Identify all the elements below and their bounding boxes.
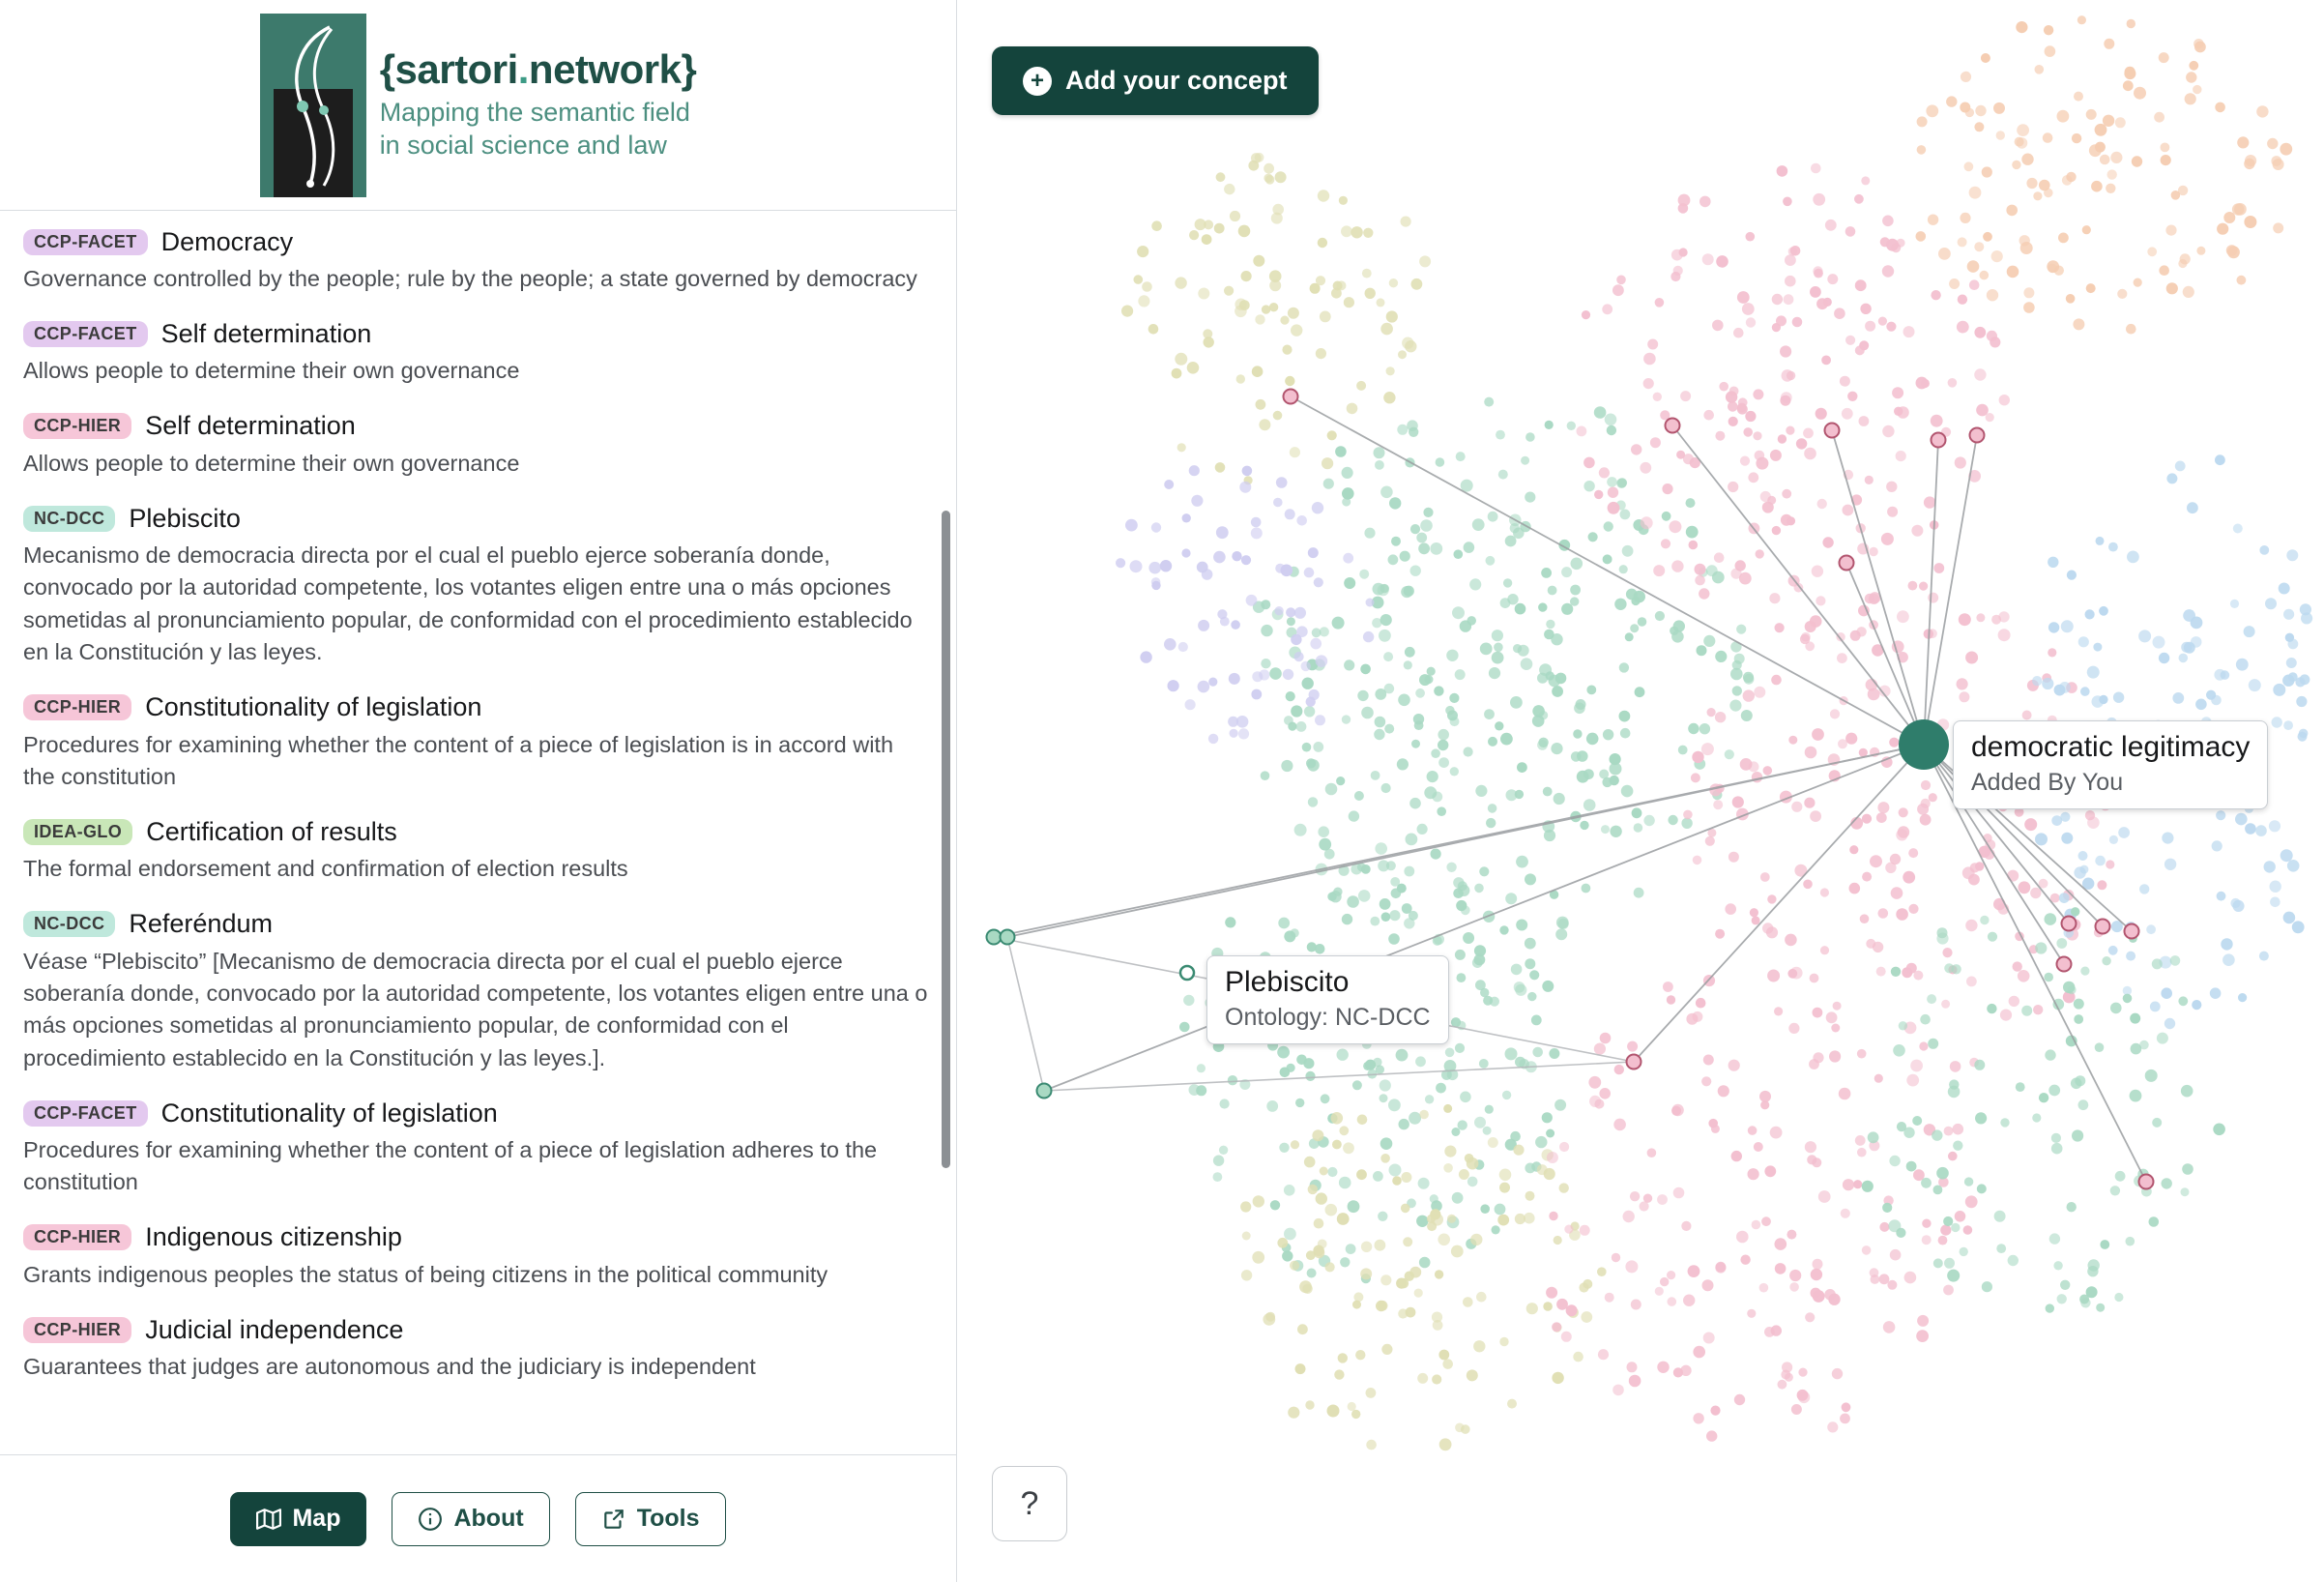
concept-title: Democracy	[160, 226, 294, 256]
question-mark-icon: ?	[1020, 1485, 1039, 1522]
list-item[interactable]	[23, 1220, 931, 1291]
concept-description: Governance controlled by the people; rule by the people; a state governed by democracy	[23, 266, 917, 291]
concept-description: Procedures for examining whether the content of a piece of legislation adheres to the constitution	[23, 1137, 878, 1195]
tooltip-title: democratic legitimacy	[1971, 731, 2251, 763]
nav-button-map[interactable]	[230, 1492, 366, 1546]
list-item[interactable]	[23, 814, 931, 885]
list-item[interactable]	[23, 1096, 931, 1199]
concept-title: Referéndum	[129, 909, 273, 939]
info-icon	[418, 1507, 443, 1532]
concept-description: The formal endorsement and confirmation of election results	[23, 856, 628, 882]
sartori-logo-icon	[260, 14, 366, 197]
status-badge: NC-DCC	[23, 911, 115, 937]
status-badge: CCP-HIER	[23, 1317, 131, 1343]
help-button[interactable]	[992, 1466, 1067, 1541]
brand-tagline-line2: in social science and law	[379, 130, 667, 160]
tooltip-subtitle: Ontology: NC-DCC	[1225, 1003, 1431, 1031]
concept-description: Grants indigenous peoples the status of being citizens in the political community	[23, 1261, 828, 1287]
list-item[interactable]	[23, 224, 931, 295]
list-item[interactable]	[23, 1312, 931, 1383]
nav-button-tools[interactable]	[575, 1492, 726, 1546]
brand-title-dot: .	[517, 45, 529, 92]
concept-description: Allows people to determine their own governance	[23, 450, 520, 476]
concept-description: Mecanismo de democracia directa por el cual el pueblo ejerce soberanía donde, convocado por la autoridad competente, los votantes eligen entre una o más opciones sometidas al pronunciamiento popular, de conformidad con el procedimiento establecido en la Constitución y las leyes.	[23, 542, 913, 665]
brand-tagline-line1: Mapping the semantic field	[379, 97, 690, 127]
status-badge: CCP-HIER	[23, 694, 131, 720]
brand-title-suffix: network}	[528, 45, 697, 92]
status-badge: CCP-HIER	[23, 413, 131, 439]
concept-list[interactable]	[0, 211, 956, 1454]
nav-label-about: About	[453, 1505, 524, 1532]
concept-title: Plebiscito	[129, 503, 241, 533]
list-item[interactable]	[23, 501, 931, 668]
nav-button-about[interactable]	[392, 1492, 549, 1546]
concept-description: Allows people to determine their own governance	[23, 358, 520, 384]
status-badge: CCP-HIER	[23, 1224, 131, 1250]
brand-header	[0, 0, 956, 211]
tooltip-subtitle: Added By You	[1971, 768, 2124, 796]
status-badge: NC-DCC	[23, 506, 115, 532]
concept-title: Certification of results	[146, 816, 397, 846]
list-item[interactable]	[23, 690, 931, 794]
list-item[interactable]	[23, 316, 931, 387]
concept-description: Véase “Plebiscito” [Mecanismo de democracia directa por el cual el pueblo ejerce soberanía donde, convocado por la autoridad competente, los votantes eligen entre una o más opciones sometidas al pronunciamiento popular, de conformidad con el procedimiento establecido en la Constitución y las leyes.].	[23, 948, 928, 1070]
concept-title: Self determination	[145, 411, 356, 441]
tooltip-hover-node	[1206, 955, 1449, 1044]
list-item[interactable]	[23, 907, 931, 1074]
brand-title	[379, 45, 697, 92]
status-badge: IDEA-GLO	[23, 819, 132, 845]
status-badge: CCP-FACET	[23, 321, 148, 347]
concept-description: Guarantees that judges are autonomous and the judiciary is independent	[23, 1354, 756, 1380]
nav-label-map: Map	[292, 1505, 341, 1532]
add-concept-label: Add your concept	[1065, 66, 1288, 95]
concept-title: Constitutionality of legislation	[160, 1098, 498, 1128]
map-canvas[interactable]	[957, 0, 2324, 1582]
list-item[interactable]	[23, 409, 931, 480]
footer-nav	[0, 1454, 956, 1582]
brand-title-prefix: {sartori	[379, 45, 518, 92]
sidebar	[0, 0, 957, 1582]
concept-title: Judicial independence	[145, 1314, 404, 1344]
status-badge: CCP-FACET	[23, 1100, 148, 1127]
brand-tagline	[380, 97, 697, 162]
status-badge: CCP-FACET	[23, 229, 148, 255]
add-concept-button[interactable]	[992, 46, 1319, 115]
map-icon	[256, 1507, 281, 1532]
external-link-icon	[601, 1507, 626, 1532]
concept-title: Constitutionality of legislation	[145, 692, 482, 722]
tooltip-title: Plebiscito	[1225, 966, 1350, 998]
concept-description: Procedures for examining whether the content of a piece of legislation is in accord with the constitution	[23, 731, 894, 789]
concept-title: Self determination	[160, 318, 372, 348]
scrollbar-thumb[interactable]	[942, 511, 950, 1168]
plus-icon: +	[1023, 67, 1052, 96]
nav-label-tools: Tools	[636, 1505, 700, 1532]
concept-title: Indigenous citizenship	[145, 1222, 402, 1252]
tooltip-selected-node	[1953, 720, 2268, 809]
